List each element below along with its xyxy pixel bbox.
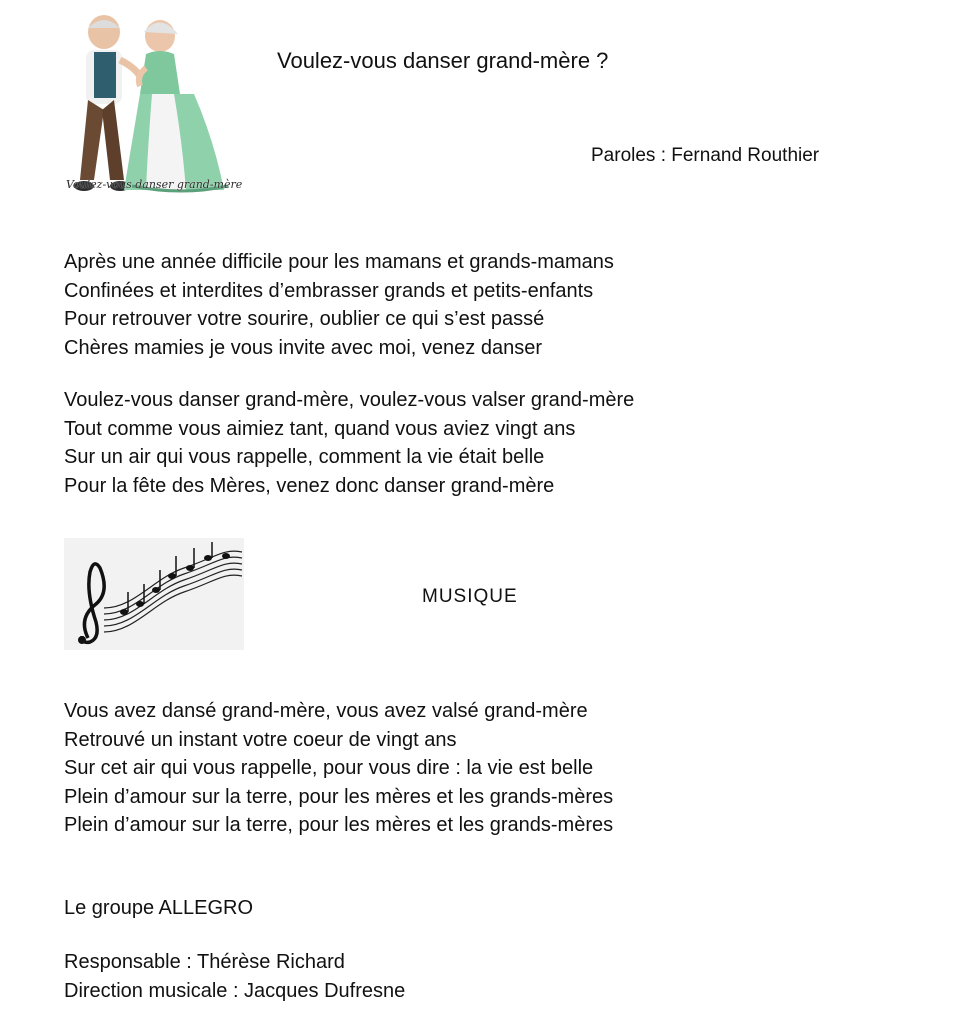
music-staff-image	[64, 538, 244, 650]
verse-line: Après une année difficile pour les mamans et grands-mamans	[64, 251, 614, 273]
music-staff-icon	[64, 538, 244, 650]
verse-1	[64, 248, 614, 362]
verse-line: Voulez-vous danser grand-mère, voulez-vous valser grand-mère	[64, 389, 635, 411]
illustration-caption: Voulez-vous danser grand-mère	[66, 178, 243, 191]
verse-line: Chères mamies je vous invite avec moi, venez danser	[64, 336, 542, 359]
dancing-couple-icon	[62, 10, 274, 206]
direction-line: Direction musicale : Jacques Dufresne	[64, 980, 406, 1002]
verse-line: Pour la fête des Mères, venez donc danser grand-mère	[64, 474, 555, 497]
verse-line: Retrouvé un instant votre coeur de vingt ans	[64, 728, 457, 751]
chorus	[64, 386, 634, 500]
verse-line: Confinées et interdites d’embrasser grands et petits-enfants	[64, 279, 594, 302]
verse-line: Plein d’amour sur la terre, pour les mères et les grands-mères	[64, 785, 614, 808]
responsible-line: Responsable : Thérèse Richard	[64, 951, 345, 973]
verse-3	[64, 697, 613, 840]
music-label: MUSIQUE	[422, 586, 518, 607]
dancing-couple-illustration	[62, 10, 274, 206]
verse-line: Plein d’amour sur la terre, pour les mères et les grands-mères	[64, 814, 614, 837]
song-title: Voulez-vous danser grand-mère ?	[277, 48, 609, 73]
verse-line: Vous avez dansé grand-mère, vous avez valsé grand-mère	[64, 700, 588, 722]
verse-line: Pour retrouver votre sourire, oublier ce qui s’est passé	[64, 308, 545, 331]
lyrics-credit: Paroles : Fernand Routhier	[591, 145, 820, 166]
verse-line: Sur un air qui vous rappelle, comment la vie était belle	[64, 446, 545, 469]
verse-line: Sur cet air qui vous rappelle, pour vous dire : la vie est belle	[64, 757, 594, 780]
verse-line: Tout comme vous aimiez tant, quand vous aviez vingt ans	[64, 417, 576, 440]
group-name: Le groupe ALLEGRO	[64, 897, 254, 919]
